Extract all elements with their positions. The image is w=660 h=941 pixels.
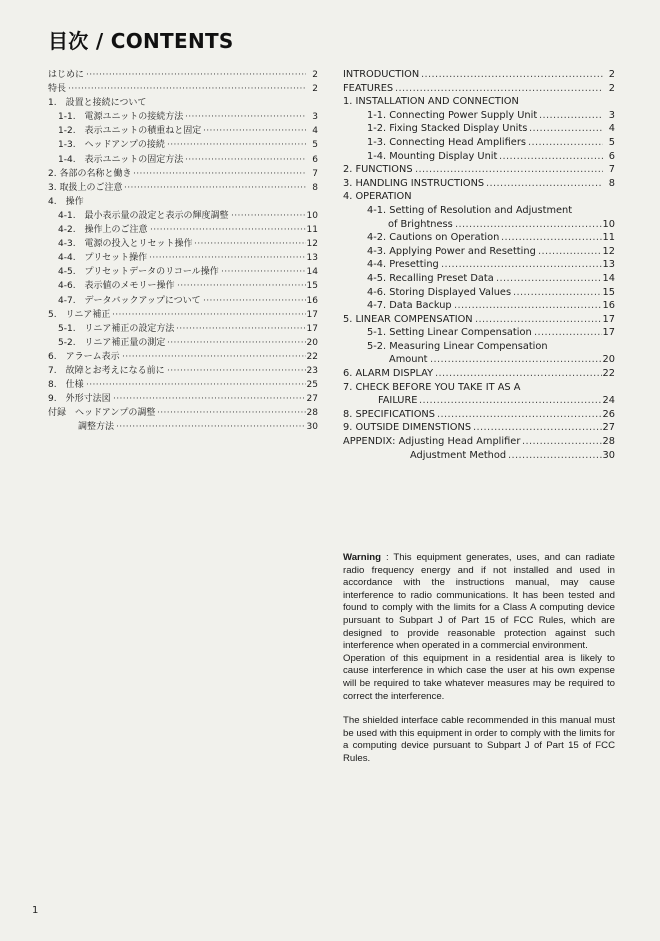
toc-entry-label: 2. FUNCTIONS: [343, 164, 413, 176]
toc-entry: [343, 272, 615, 286]
toc-entry-label: 4-5. プリセットデータのリコール操作: [58, 267, 219, 278]
toc-entry: [48, 378, 318, 392]
toc-entry: [48, 308, 318, 322]
dot-leader: [185, 110, 306, 124]
toc-entry: [343, 421, 615, 435]
toc-entry-label: 5-2. Measuring Linear Compensation: [367, 340, 548, 352]
warning-paragraph-2: Operation of this equipment in a residential area is likely to cause interference in which case the user at his own expense will be required to take whatever measures may be required to correct the interference.: [343, 652, 615, 702]
dot-leader: [508, 449, 603, 463]
toc-entry: [48, 350, 318, 364]
dot-leader: [528, 136, 603, 150]
toc-entry-label: 4-7. データバックアップについて: [58, 295, 201, 306]
toc-entry-page: 3: [608, 109, 615, 121]
dot-leader: [430, 353, 603, 367]
dot-leader: [534, 326, 603, 340]
toc-entry: [343, 394, 615, 408]
toc-entry: [343, 381, 615, 395]
toc-entry: [48, 124, 318, 138]
dot-leader: [203, 124, 306, 138]
toc-entry-label: 5-1. Setting Linear Compensation: [367, 327, 532, 339]
toc-entry-label: 4-1. Setting of Resolution and Adjustment: [367, 204, 573, 216]
toc-entry: [343, 82, 615, 96]
toc-entry: [48, 322, 318, 336]
toc-entry-label: 9. OUTSIDE DIMENSTIONS: [343, 422, 472, 434]
toc-entry: [48, 392, 318, 406]
toc-entry: [48, 96, 318, 110]
toc-entry: [48, 364, 318, 378]
toc-entry-page: 2: [311, 82, 318, 96]
toc-entry: [48, 406, 318, 420]
toc-entry: [343, 95, 615, 109]
toc-entry-label: 4-6. Storing Displayed Values: [367, 286, 512, 298]
toc-entry-page: 4: [608, 123, 615, 135]
page-number: 1: [32, 905, 39, 916]
toc-entry-label: INTRODUCTION: [343, 69, 420, 80]
toc-entry-label: 1-2. Fixing Stacked Display Units: [367, 123, 528, 135]
dot-leader: [231, 209, 306, 223]
toc-entry: [343, 258, 615, 272]
dot-leader: [441, 258, 603, 272]
dot-leader: [167, 138, 306, 152]
toc-entry: [343, 136, 615, 150]
dot-leader: [185, 153, 306, 167]
toc-entry-label: 付録 ヘッドアンプの調整: [48, 408, 156, 419]
dot-leader: [194, 237, 306, 251]
dot-leader: [513, 286, 603, 300]
toc-entry-label: 4-6. 表示値のメモリー操作: [58, 281, 175, 292]
dot-leader: [167, 336, 306, 350]
toc-entry-page: 3: [311, 110, 318, 124]
toc-entry-page: 22: [306, 350, 318, 364]
toc-entry-label: 4. OPERATION: [343, 191, 412, 203]
toc-entry-label: 1-3. ヘッドアンプの接続: [58, 140, 165, 151]
toc-entry: [343, 68, 615, 82]
toc-entry-page: 10: [602, 218, 615, 230]
toc-entry-page: 25: [306, 378, 318, 392]
toc-entry-page: 14: [306, 265, 318, 279]
dot-leader: [496, 272, 603, 286]
toc-entry-page: 6: [311, 153, 318, 167]
toc-entry: [48, 237, 318, 251]
toc-entry-label: 5-2. リニア補正量の測定: [58, 337, 166, 348]
toc-entry-page: 20: [602, 354, 615, 366]
toc-entry-label: 7. 故障とお考えになる前に: [48, 365, 165, 376]
toc-entry-page: 5: [608, 136, 615, 148]
toc-entry: [48, 82, 318, 96]
dot-leader: [167, 364, 306, 378]
toc-entry-label: 1. 設置と接続について: [48, 98, 147, 109]
toc-entry-page: 27: [602, 422, 615, 434]
toc-entry: [48, 167, 318, 181]
toc-entry: [343, 286, 615, 300]
toc-entry-label: 8. SPECIFICATIONS: [343, 408, 435, 420]
toc-entry-label: 1-1. Connecting Power Supply Unit: [367, 109, 538, 121]
toc-entry-label: 4-3. Applying Power and Resetting: [367, 245, 536, 257]
toc-entry: [343, 204, 615, 218]
toc-entry-page: 22: [602, 368, 615, 380]
toc-entry-page: 5: [311, 138, 318, 152]
toc-entry: [343, 218, 615, 232]
dot-leader: [539, 109, 603, 123]
toc-entry-label: 6. ALARM DISPLAY: [343, 368, 434, 380]
dot-leader: [124, 181, 306, 195]
toc-entry: [343, 408, 615, 422]
dot-leader: [112, 308, 306, 322]
toc-entry-page: 30: [602, 449, 615, 461]
toc-entry: [343, 150, 615, 164]
toc-entry: [48, 110, 318, 124]
toc-entry: [48, 279, 318, 293]
toc-entry-label: 8. 仕様: [48, 380, 84, 391]
toc-entry-page: 13: [602, 259, 615, 271]
toc-entry-page: 27: [306, 392, 318, 406]
toc-entry-label: 1-4. Mounting Display Unit: [367, 150, 498, 162]
toc-entry-label: 1-3. Connecting Head Amplifiers: [367, 136, 526, 148]
toc-entry-page: 13: [306, 251, 318, 265]
dot-leader: [149, 251, 306, 265]
toc-entry-page: 6: [608, 150, 615, 162]
dot-leader: [415, 163, 603, 177]
toc-entry-page: 8: [608, 177, 615, 189]
toc-entry-page: 7: [311, 167, 318, 181]
dot-leader: [176, 322, 306, 336]
dot-leader: [86, 378, 306, 392]
toc-entry-label: 4-4. プリセット操作: [58, 253, 148, 264]
toc-entry: [343, 449, 615, 463]
warning-text-1: : This equipment generates, uses, and can radiate radio frequency energy and if not installed and used in accordance with the instructions manual, may cause interference to radio communications. It has been tested and found to comply with the limits for a Class A computing device pursuant to Subpart J of Part 15 of FCC Rules, which are designed to provide reasonable protection against such interference when operated in a commercial environment.: [343, 552, 615, 652]
toc-entry-page: 16: [602, 300, 615, 312]
toc-entry-page: 15: [306, 279, 318, 293]
toc-entry: [48, 223, 318, 237]
toc-entry-page: 12: [306, 237, 318, 251]
dot-leader: [157, 406, 306, 420]
toc-entry: [48, 265, 318, 279]
toc-entry-label: 4-4. Presetting: [367, 259, 439, 271]
warning-paragraph-1: [343, 552, 615, 653]
toc-entry-page: 7: [608, 164, 615, 176]
page-title: 目次 / CONTENTS: [48, 29, 234, 53]
toc-entry-page: 14: [602, 272, 615, 284]
japanese-contents: [48, 68, 318, 434]
warning-heading: Warning: [343, 552, 382, 563]
toc-entry: [48, 251, 318, 265]
toc-entry-page: 17: [306, 322, 318, 336]
toc-entry: [343, 190, 615, 204]
toc-entry-label: 5-1. リニア補正の設定方法: [58, 323, 175, 334]
toc-entry-page: 12: [602, 245, 615, 257]
fcc-warning: [343, 552, 615, 766]
toc-entry-label: 4-5. Recalling Preset Data: [367, 272, 494, 284]
dot-leader: [203, 294, 306, 308]
dot-leader: [395, 82, 603, 96]
toc-entry: [343, 340, 615, 354]
toc-entry-label: Amount: [389, 354, 428, 366]
toc-entry-page: 8: [311, 181, 318, 195]
toc-entry: [343, 122, 615, 136]
toc-entry-label: 1-2. 表示ユニットの積重ねと固定: [58, 126, 202, 137]
toc-entry-page: 2: [311, 68, 318, 82]
toc-entry-page: 17: [306, 308, 318, 322]
toc-entry-page: 23: [306, 364, 318, 378]
dot-leader: [68, 82, 306, 96]
toc-entry-page: 20: [306, 336, 318, 350]
toc-entry-label: 4-7. Data Backup: [367, 300, 452, 312]
toc-entry-label: 4-3. 電源の投入とリセット操作: [58, 239, 193, 250]
english-contents: [343, 68, 615, 462]
toc-entry: [343, 177, 615, 191]
toc-entry-label: 6. アラーム表示: [48, 351, 120, 362]
dot-leader: [421, 68, 603, 82]
toc-entry: [48, 138, 318, 152]
dot-leader: [177, 279, 306, 293]
toc-entry-page: 11: [602, 232, 615, 244]
toc-entry: [343, 435, 615, 449]
warning-paragraph-3: The shielded interface cable recommended in this manual must be used with this equipment in order to comply with the limits for a computing device pursuant to Subpart J of Part 15 of FCC Rules.: [343, 715, 615, 764]
toc-entry: [48, 336, 318, 350]
dot-leader: [221, 265, 306, 279]
dot-leader: [486, 177, 603, 191]
toc-entry: [343, 353, 615, 367]
toc-entry-label: 4-1. 最小表示量の設定と表示の輝度調整: [58, 210, 229, 221]
toc-entry: [343, 326, 615, 340]
toc-entry: [343, 245, 615, 259]
toc-entry-page: 2: [608, 69, 615, 80]
toc-entry: [343, 231, 615, 245]
toc-entry-page: 17: [602, 313, 615, 325]
toc-entry-label: 5. LINEAR COMPENSATION: [343, 313, 473, 325]
toc-entry-label: 7. CHECK BEFORE YOU TAKE IT AS A: [343, 381, 521, 393]
dot-leader: [437, 408, 603, 422]
dot-leader: [122, 350, 306, 364]
toc-entry-label: はじめに: [48, 70, 85, 80]
toc-entry: [343, 163, 615, 177]
dot-leader: [133, 167, 306, 181]
toc-entry: [343, 313, 615, 327]
toc-entry-label: 1-4. 表示ユニットの固定方法: [58, 154, 184, 165]
dot-leader: [435, 367, 603, 381]
toc-entry-page: 30: [306, 420, 318, 434]
toc-entry-label: FAILURE: [378, 395, 418, 407]
toc-entry-label: Adjustment Method: [410, 449, 507, 461]
dot-leader: [499, 150, 603, 164]
toc-entry-label: 3. HANDLING INSTRUCTIONS: [343, 177, 485, 189]
toc-entry: [48, 181, 318, 195]
dot-leader: [455, 218, 603, 232]
toc-entry: [343, 367, 615, 381]
toc-entry-label: APPENDIX: Adjusting Head Amplifier: [343, 436, 521, 448]
toc-entry-label: 4. 操作: [48, 196, 84, 207]
toc-entry-label: 9. 外形寸法図: [48, 394, 111, 405]
toc-entry-label: of Brightness: [388, 218, 453, 230]
toc-entry-label: 3. 取扱上のご注意: [48, 182, 123, 193]
dot-leader: [86, 68, 306, 82]
dot-leader: [116, 420, 306, 434]
toc-entry: [343, 299, 615, 313]
toc-entry-label: 調整方法: [78, 422, 115, 433]
toc-entry-page: 2: [608, 82, 615, 94]
toc-entry-page: 26: [602, 408, 615, 420]
dot-leader: [473, 421, 603, 435]
toc-entry-page: 24: [602, 395, 615, 407]
dot-leader: [501, 231, 603, 245]
toc-entry: [48, 420, 318, 434]
toc-entry: [48, 68, 318, 82]
toc-entry-page: 28: [306, 406, 318, 420]
toc-entry-label: 2. 各部の名称と働き: [48, 168, 132, 179]
toc-entry-label: 1. INSTALLATION AND CONNECTION: [343, 96, 519, 108]
dot-leader: [454, 299, 603, 313]
toc-entry-label: 1-1. 電源ユニットの接続方法: [58, 112, 184, 123]
toc-entry-label: 特長: [48, 84, 67, 95]
toc-entry-page: 11: [306, 223, 318, 237]
dot-leader: [538, 245, 603, 259]
toc-entry-label: FEATURES: [343, 82, 394, 94]
toc-entry-label: 5. リニア補正: [48, 309, 111, 320]
toc-entry-page: 4: [311, 124, 318, 138]
toc-entry-label: 4-2. Cautions on Operation: [367, 232, 500, 244]
dot-leader: [522, 435, 603, 449]
toc-entry-label: 4-2. 操作上のご注意: [58, 225, 148, 236]
dot-leader: [529, 122, 603, 136]
toc-entry: [48, 195, 318, 209]
toc-entry-page: 28: [602, 436, 615, 448]
toc-entry: [48, 209, 318, 223]
toc-entry-page: 17: [602, 327, 615, 339]
toc-entry-page: 10: [306, 209, 318, 223]
toc-entry-page: 16: [306, 294, 318, 308]
dot-leader: [419, 394, 603, 408]
toc-entry: [48, 153, 318, 167]
dot-leader: [475, 313, 603, 327]
dot-leader: [150, 223, 306, 237]
toc-entry-page: 15: [602, 286, 615, 298]
dot-leader: [113, 392, 306, 406]
toc-entry: [343, 109, 615, 123]
toc-entry: [48, 294, 318, 308]
